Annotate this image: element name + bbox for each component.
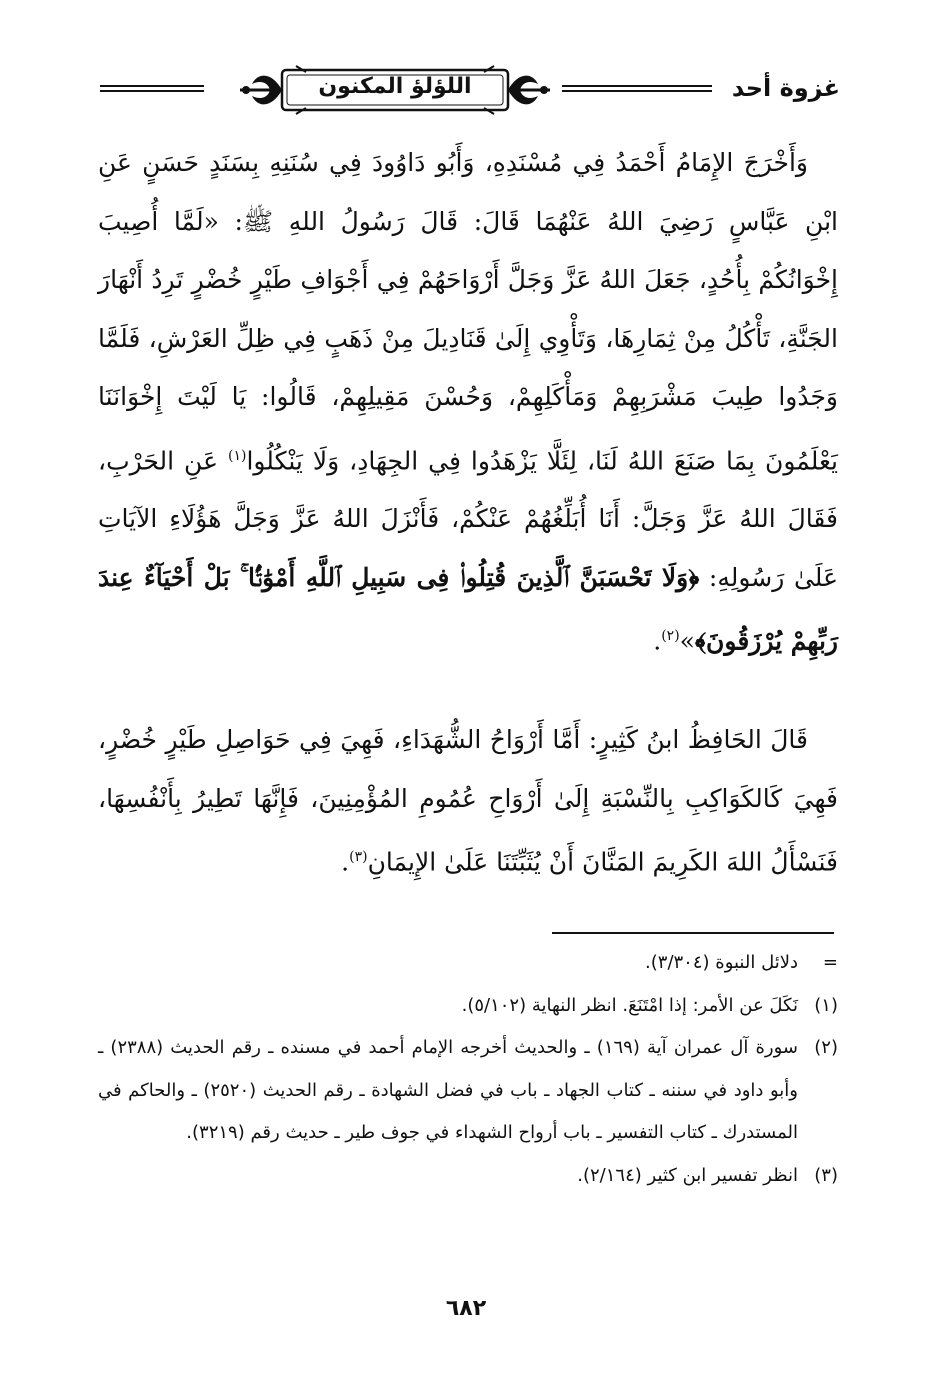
book-title: اللؤلؤ المكنون xyxy=(318,74,472,99)
page-number: ٦٨٢ xyxy=(445,1296,487,1321)
chapter-title: غزوة أحد xyxy=(731,74,840,102)
quote-close: » xyxy=(679,626,695,656)
footnote-separator xyxy=(552,932,834,934)
paragraph-text: قَالَ الحَافِظُ ابنُ كَثِيرٍ: أَمَّا أَرْوَاحُ الشُّهَدَاءِ، فَهِيَ فِي حَوَاصِلِ طَيْرٍ خُضْرٍ، فَهِيَ كَالكَوَاكِبِ بِالنِّسْبَةِ إِلَىٰ أَرْوَاحِ عُمُومِ المُؤْمِنِينَ، فَإِنَّهَا تَطِيرُ بِأَنْفُسِهَا، فَنَسْأَلُ اللهَ الكَرِيمَ المَنَّانَ أَنْ يُثَبِّتَنَا عَلَىٰ الإِيمَانِ xyxy=(98,725,838,877)
book-title-ornament xyxy=(236,62,554,118)
period: . xyxy=(653,626,662,656)
paragraph-ibn-kathir xyxy=(98,711,838,892)
footnote-number: (٢) xyxy=(814,1037,838,1058)
footnote-item xyxy=(98,942,838,985)
footnote-text: سورة آل عمران آية (١٦٩) ـ والحديث أخرجه الإمام أحمد في مسنده ـ رقم الحديث (٢٣٨٨) ـ وأبو داود في سننه ـ كتاب الجهاد ـ باب في فضل الشهادة ـ رقم الحديث (٢٥٢٠) ـ والحاكم في المستدرك ـ كتاب التفسير ـ باب أرواح الشهداء في جوف طير ـ حديث رقم (٣٢١٩). xyxy=(98,1037,798,1143)
footnote-text: نَكَلَ عن الأمر: إذا امْتَنَعَ. انظر النهاية (٥/١٠٢). xyxy=(461,994,798,1016)
header-rule-right xyxy=(562,85,712,92)
footnotes xyxy=(98,942,838,1197)
paragraph-hadith xyxy=(98,134,838,671)
paragraph-gap xyxy=(98,671,838,711)
paragraph-text: عَنِ الحَرْبِ، فَقَالَ اللهُ عَزَّ وَجَلَّ: أَنَا أُبَلِّغُهُمْ عَنْكُمْ، فَأَنْزَلَ اللهُ عَزَّ وَجَلَّ هَؤُلَاءِ الآيَاتِ عَلَىٰ رَسُولِهِ: xyxy=(98,445,839,592)
footnote-number: (٣) xyxy=(814,1164,838,1186)
footnote-marker: (٣) xyxy=(349,849,368,866)
footnote-item xyxy=(98,1155,838,1198)
running-header xyxy=(100,52,840,124)
footnote-marker: (١) xyxy=(227,447,247,464)
paragraph-text: وَأَخْرَجَ الإِمَامُ أَحْمَدُ فِي مُسْنَدِهِ، وَأَبُو دَاوُودَ فِي سُنَنِهِ بِسَنَدٍ حَسَنٍ عَنِ ابْنِ عَبَّاسٍ رَضِيَ اللهُ عَنْهُمَا قَالَ: قَالَ رَسُولُ اللهِ ﷺ: «لَمَّا أُصِيبَ إِخْوَانُكُمْ بِأُحُدٍ، جَعَلَ اللهُ عَزَّ وَجَلَّ أَرْوَاحَهُمْ فِي أَجْوَافِ طَيْرٍ خُضْرٍ تَرِدُ أَنْهَارَ الجَنَّةِ، تَأْكُلُ مِنْ ثِمَارِهَا، وَتَأْوِي إِلَىٰ قَنَادِيلَ مِنْ ذَهَبٍ فِي ظِلِّ العَرْشِ، فَلَمَّا وَجَدُوا طِيبَ مَشْرَبِهِمْ وَمَأْكَلِهِمْ، وَحُسْنَ مَقِيلِهِمْ، قَالُوا: يَا لَيْتَ إِخْوَانَنَا يَعْلَمُونَ بِمَا صَنَعَ اللهُ لَنَا، لِئَلَّا يَزْهَدُوا فِي الجِهَادِ، وَلَا يَنْكُلُوا xyxy=(98,148,838,475)
footnote-text: انظر تفسير ابن كثير (٢/١٦٤). xyxy=(577,1164,798,1186)
footnote-number: (١) xyxy=(814,994,838,1016)
footnote-marker: (٢) xyxy=(661,628,680,645)
footnote-item xyxy=(98,1027,838,1155)
header-rule-left xyxy=(100,85,204,92)
main-text xyxy=(98,134,838,892)
quran-verse: ﴿وَلَا تَحْسَبَنَّ ٱلَّذِينَ قُتِلُوا۟ فِى سَبِيلِ ٱللَّهِ أَمْوَٰتًۢا ۚ بَلْ أَحْيَآءٌ عِندَ رَبِّهِمْ يُرْزَقُونَ﴾ xyxy=(98,562,838,656)
footnote-text: دلائل النبوة (٣/٣٠٤). xyxy=(645,952,798,973)
footnote-item xyxy=(98,985,838,1028)
footnote-number: = xyxy=(822,952,838,973)
period: . xyxy=(341,847,350,877)
